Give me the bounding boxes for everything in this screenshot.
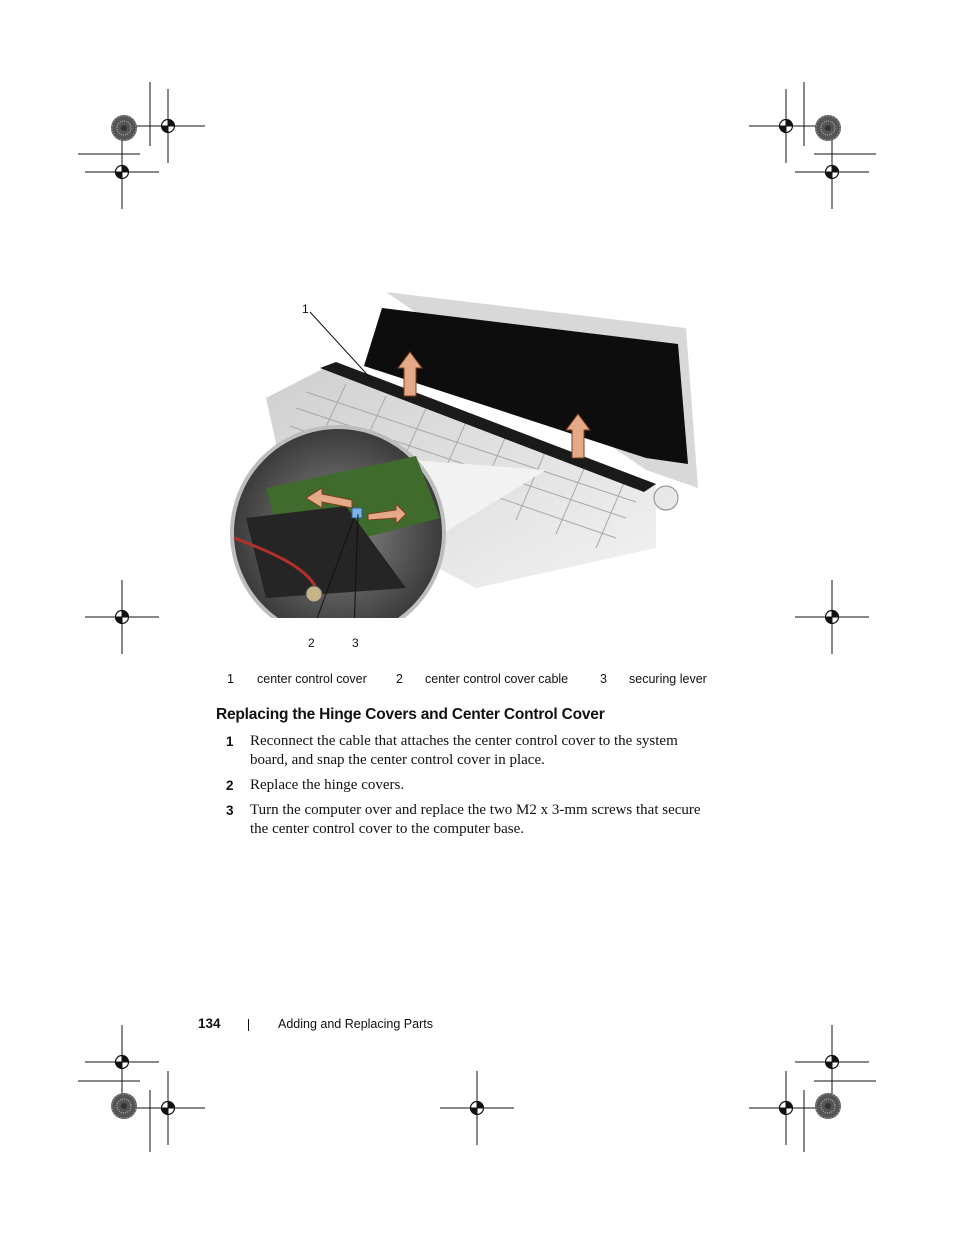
hinge [654, 486, 678, 510]
step-number-3: 3 [226, 803, 234, 818]
registration-mark-top-left [78, 82, 205, 209]
step-number-2: 2 [226, 778, 234, 793]
callout-2: 2 [308, 636, 315, 650]
callout-1: 1 [302, 302, 309, 316]
legend-number-1: 1 [227, 672, 234, 686]
section-heading: Replacing the Hinge Covers and Center Control Cover [216, 706, 605, 723]
securing-lever [352, 508, 362, 518]
step-text-3 [250, 801, 720, 839]
screw-icon [306, 586, 322, 602]
footer-divider [248, 1019, 249, 1031]
registration-mark-bottom-left [78, 1025, 205, 1152]
legend-label-3: securing lever [629, 672, 707, 686]
step-3-line-1: Turn the computer over and replace the two M2 x 3-mm screws that secure [250, 802, 701, 818]
legend-label-2: center control cover cable [425, 672, 569, 686]
step-text-1 [250, 732, 720, 770]
step-3-line-2: the center control cover to the computer base. [250, 821, 525, 837]
callout-3: 3 [352, 636, 359, 650]
step-1-line-2: board, and snap the center control cover in place. [250, 752, 545, 768]
legend-number-3: 3 [600, 672, 607, 686]
zoom-detail [232, 427, 444, 618]
page-number: 134 [198, 1016, 221, 1031]
legend-label-1: center control cover [257, 672, 367, 686]
registration-mark-bottom-center [440, 1071, 514, 1145]
registration-mark-middle-right [795, 580, 869, 654]
laptop-illustration [226, 288, 712, 618]
step-2-line-1: Replace the hinge covers. [250, 777, 405, 793]
step-1-line-1: Reconnect the cable that attaches the center control cover to the system [250, 733, 678, 749]
registration-mark-top-right [749, 82, 876, 209]
footer-section-title: Adding and Replacing Parts [278, 1017, 433, 1031]
registration-mark-bottom-right [749, 1025, 876, 1152]
legend-number-2: 2 [396, 672, 403, 686]
step-text-2 [250, 776, 720, 795]
step-number-1: 1 [226, 734, 234, 749]
registration-mark-middle-left [85, 580, 159, 654]
